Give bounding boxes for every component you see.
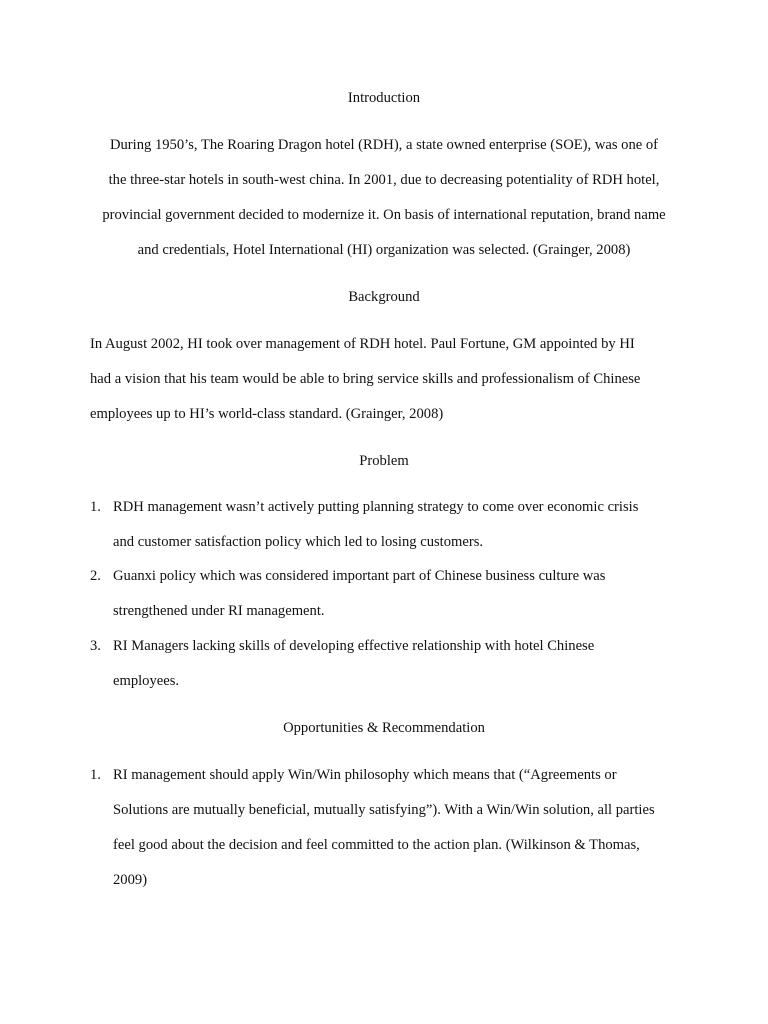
opportunities-item-1-line-4: 2009) bbox=[113, 872, 148, 888]
background-line-1: In August 2002, HI took over management of RDH hotel. Paul Fortune, GM appointed by HI bbox=[90, 336, 635, 352]
problem-item-2-line-2: strengthened under RI management. bbox=[113, 603, 325, 619]
introduction-line-2: the three-star hotels in south-west china. In 2001, due to decreasing potentiality of RDH hotel, bbox=[108, 172, 660, 188]
introduction-line-1: During 1950’s, The Roaring Dragon hotel (RDH), a state owned enterprise (SOE), was one of bbox=[109, 137, 659, 153]
opportunities-item-1-number: 1. bbox=[90, 767, 101, 783]
opportunities-item-1-line-1: RI management should apply Win/Win philosophy which means that (“Agreements or bbox=[113, 767, 617, 783]
opportunities-item-1-line-3: feel good about the decision and feel committed to the action plan. (Wilkinson & Thomas, bbox=[113, 837, 640, 853]
problem-item-3-number: 3. bbox=[90, 638, 101, 654]
problem-heading: Problem bbox=[359, 453, 409, 469]
background-line-3: employees up to HI’s world-class standard. (Grainger, 2008) bbox=[90, 406, 444, 422]
problem-item-1-line-2: and customer satisfaction policy which led to losing customers. bbox=[113, 534, 484, 550]
introduction-line-3: provincial government decided to modernize it. On basis of international reputation, brand name bbox=[102, 207, 666, 223]
opportunities-item-1-line-2: Solutions are mutually beneficial, mutually satisfying”). With a Win/Win solution, all parties bbox=[113, 802, 655, 818]
problem-item-1-line-1: RDH management wasn’t actively putting planning strategy to come over economic crisis bbox=[113, 499, 639, 515]
problem-item-3-line-1: RI Managers lacking skills of developing effective relationship with hotel Chinese bbox=[113, 638, 595, 654]
opportunities-heading: Opportunities & Recommendation bbox=[283, 720, 485, 736]
problem-item-1-number: 1. bbox=[90, 499, 101, 515]
introduction-line-4: and credentials, Hotel International (HI) organization was selected. (Grainger, 2008) bbox=[137, 242, 631, 258]
background-line-2: had a vision that his team would be able to bring service skills and professionalism of Chinese bbox=[90, 371, 641, 387]
problem-item-2-number: 2. bbox=[90, 568, 101, 584]
problem-item-2-line-1: Guanxi policy which was considered important part of Chinese business culture was bbox=[113, 568, 606, 584]
background-heading: Background bbox=[348, 289, 420, 305]
introduction-heading: Introduction bbox=[347, 90, 421, 106]
problem-item-3-line-2: employees. bbox=[113, 673, 180, 689]
